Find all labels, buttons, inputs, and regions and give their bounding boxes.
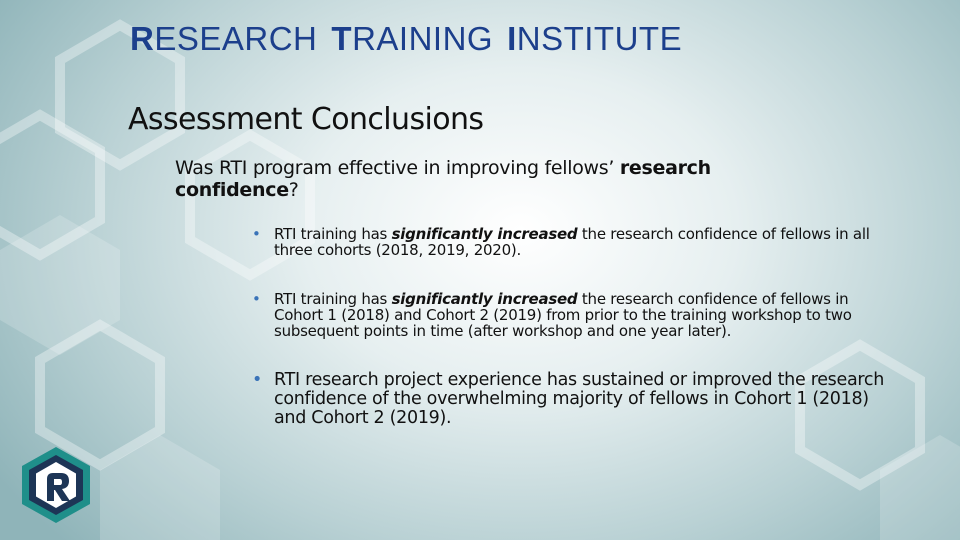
list-item: [250, 291, 890, 339]
bullet-1-emphasis: significantly increased: [391, 225, 578, 243]
bullet-2-emphasis: significantly increased: [391, 290, 578, 308]
question-bold: research confidence: [175, 157, 711, 201]
list-item: [250, 226, 890, 258]
header-initial-r: R: [130, 20, 155, 57]
header-initial-t: T: [331, 20, 353, 57]
bullet-1-post: the research confidence of fellows in all three cohorts (2018, 2019, 2020).: [274, 225, 870, 259]
bullet-2-pre: RTI training has: [274, 290, 392, 308]
header-word-training: RAINING: [352, 20, 494, 57]
header-initial-i: I: [507, 20, 517, 57]
bullet-icon: •: [252, 370, 263, 390]
slide-title: Assessment Conclusions: [128, 102, 484, 137]
institute-header: [130, 20, 682, 58]
bullet-3-text: RTI research project experience has sustained or improved the research confidence of the overwhelming majority of fellows in Cohort 1 (2018) and Cohort 2 (2019).: [274, 370, 885, 428]
bullet-1-pre: RTI training has: [274, 225, 392, 243]
header-word-research: ESEARCH: [154, 20, 318, 57]
research-question: [175, 157, 795, 201]
question-text: Was RTI program effective in improving fellows’: [175, 157, 620, 179]
header-word-institute: NSTITUTE: [516, 20, 683, 57]
question-end: ?: [288, 179, 299, 201]
bullet-2-post: the research confidence of fellows in Cohort 1 (2018) and Cohort 2 (2019) from prior to the training workshop to two subsequent points in time (after workshop and one year later).: [274, 290, 852, 340]
rti-logo-icon: [20, 445, 92, 525]
conclusions-list: [250, 226, 890, 428]
bullet-icon: •: [252, 225, 261, 243]
bullet-icon: •: [252, 290, 261, 308]
list-item: [250, 371, 890, 428]
